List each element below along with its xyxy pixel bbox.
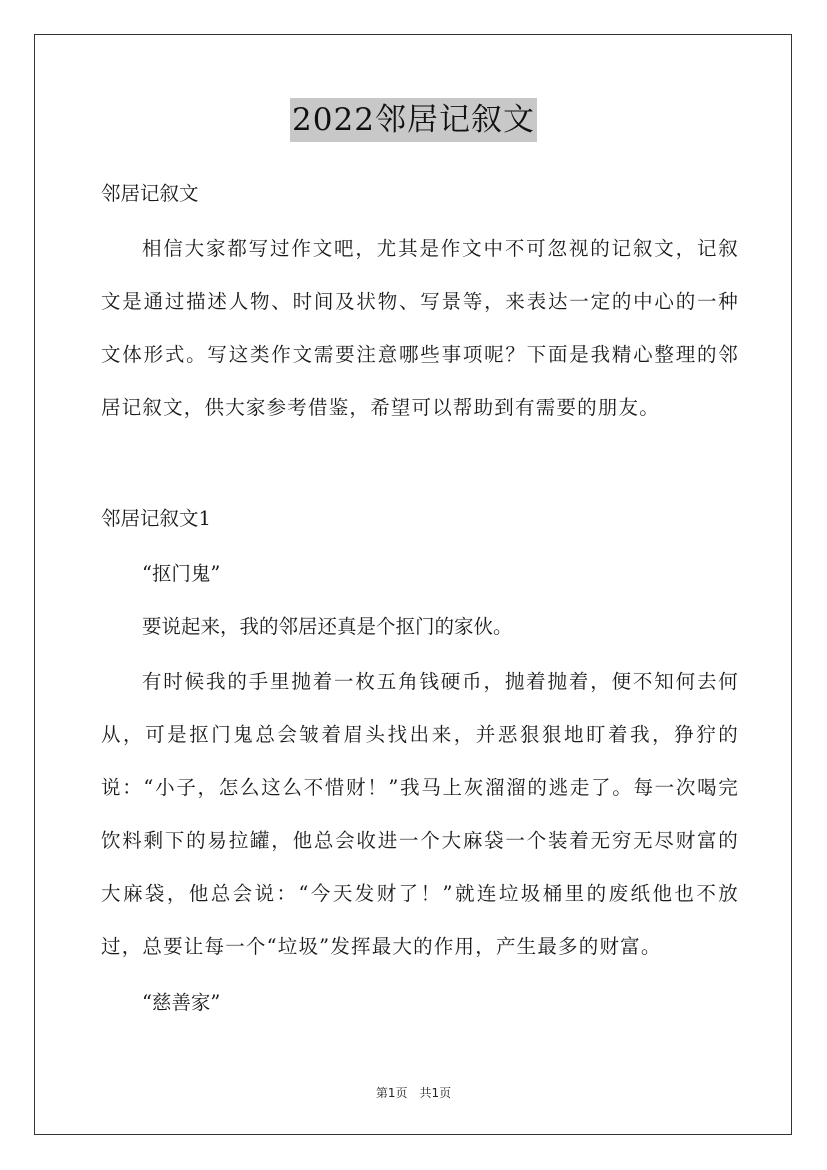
main-heading: 邻居记叙文 — [101, 182, 199, 205]
section-heading-1: 邻居记叙文1 — [101, 507, 211, 530]
subtitle-stingy: “抠门鬼” — [141, 562, 221, 585]
paragraph-2: 有时候我的手里抛着一枚五角钱硬币，抛着抛着，便不知何去何从，可是抠门鬼总会皱着眉头找出来，并恶狠狠地盯着我，狰狞的说：“小子，怎么这么不惜财！”我马上灰溜溜的逃走了。每一次喝完饮料剩下的易拉罐，他总会收进一个大麻袋一个装着无穷无尽财富的大麻袋，他总会说：“今天发财了！”就连垃圾桶里的废纸他也不放过，总要让每一个“垃圾”发挥最大的作用，产生最多的财富。 — [101, 670, 739, 958]
title-container — [0, 98, 827, 142]
paragraph-1: 要说起来，我的邻居还真是个抠门的家伙。 — [141, 615, 513, 638]
document-title: 2022邻居记叙文 — [290, 98, 537, 142]
subtitle-philanthropist: “慈善家” — [141, 991, 221, 1014]
page-footer: 第1页 共1页 — [375, 1086, 452, 1100]
intro-paragraph: 相信大家都写过作文吧，尤其是作文中不可忽视的记叙文，记叙文是通过描述人物、时间及状物、写景等，来表达一定的中心的一种文体形式。写这类作文需要注意哪些事项呢？下面是我精心整理的邻居记叙文，供大家参考借鉴，希望可以帮助到有需要的朋友。 — [101, 237, 739, 419]
